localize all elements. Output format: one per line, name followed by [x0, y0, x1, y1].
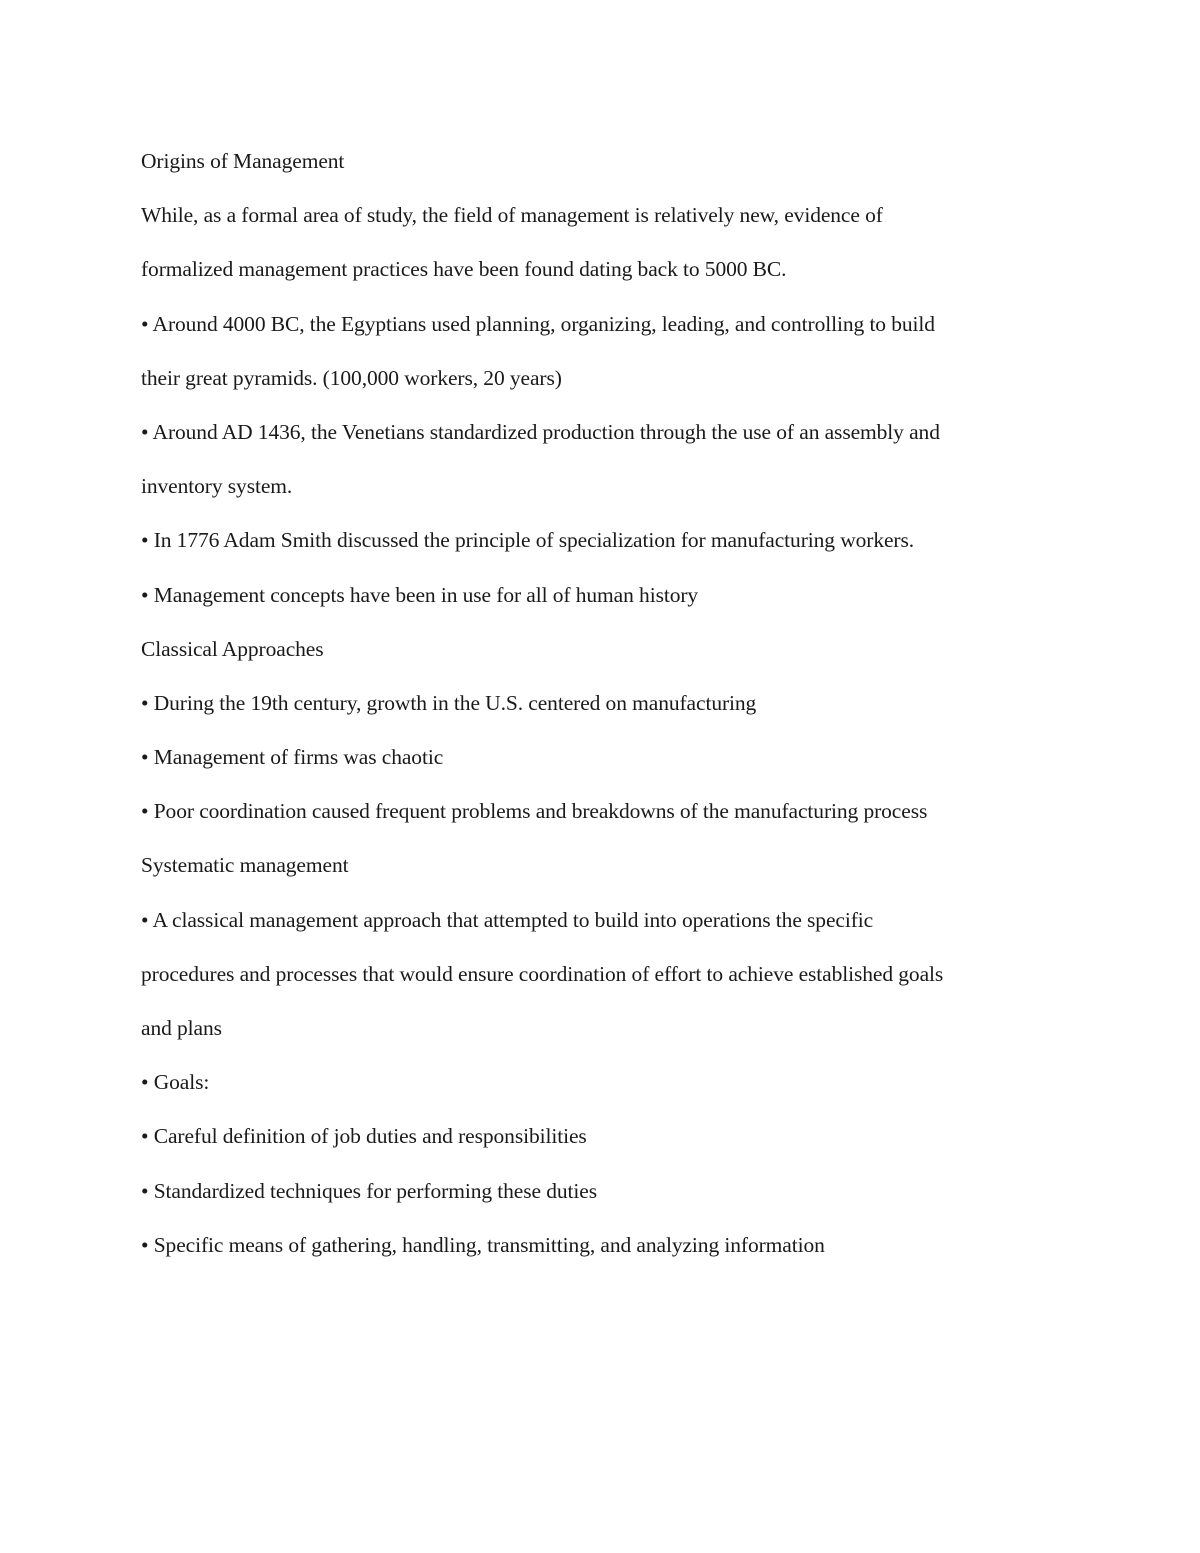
bullet-continuation: inventory system.	[141, 474, 293, 499]
bullet-item: • Around AD 1436, the Venetians standardized production through the use of an assembly and	[141, 419, 940, 444]
section-heading-origins: Origins of Management	[141, 149, 345, 173]
bullet-item: • Management of firms was chaotic	[141, 745, 444, 770]
bullet-item: • A classical management approach that attempted to build into operations the specific	[141, 907, 874, 932]
bullet-continuation: and plans	[141, 1016, 222, 1040]
bullet-item: • Around 4000 BC, the Egyptians used planning, organizing, leading, and controlling to build	[141, 311, 935, 336]
bullet-item: • Specific means of gathering, handling, transmitting, and analyzing information	[141, 1232, 825, 1257]
bullet-continuation: their great pyramids. (100,000 workers, 20 years)	[141, 365, 562, 390]
paragraph-line: While, as a formal area of study, the field of management is relatively new, evidence of	[141, 203, 883, 228]
document-body	[141, 134, 1061, 1272]
section-heading-systematic: Systematic management	[141, 853, 349, 878]
bullet-item: • Management concepts have been in use for all of human history	[141, 582, 699, 607]
bullet-continuation: procedures and processes that would ensure coordination of effort to achieve established goals	[141, 961, 944, 986]
bullet-item: • Careful definition of job duties and responsibilities	[141, 1124, 587, 1149]
section-heading-classical: Classical Approaches	[141, 636, 324, 661]
bullet-item: • During the 19th century, growth in the U.S. centered on manufacturing	[141, 690, 757, 715]
bullet-item: • Poor coordination caused frequent problems and breakdowns of the manufacturing process	[141, 799, 928, 824]
bullet-item: • Standardized techniques for performing these duties	[141, 1178, 597, 1203]
bullet-item: • In 1776 Adam Smith discussed the principle of specialization for manufacturing workers.	[141, 528, 915, 553]
bullet-item: • Goals:	[141, 1070, 210, 1095]
paragraph-line: formalized management practices have been found dating back to 5000 BC.	[141, 257, 787, 282]
